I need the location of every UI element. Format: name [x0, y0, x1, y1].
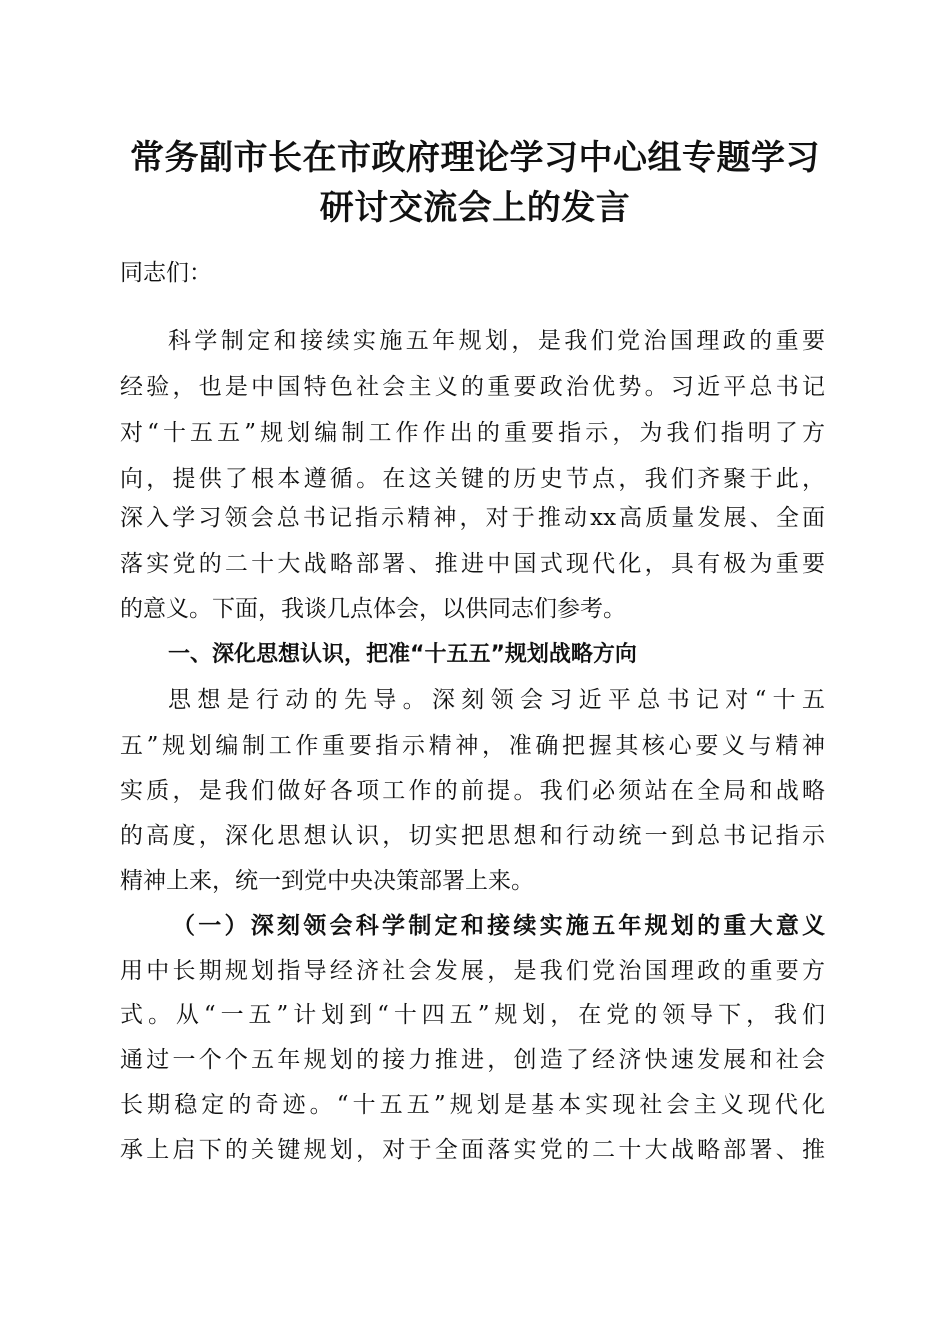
paragraph-3-line: 式。从“一五”计划到“十四五”规划，在党的领导下，我们 — [120, 1002, 825, 1028]
paragraph-1-line: 经验，也是中国特色社会主义的重要政治优势。习近平总书记 — [120, 374, 825, 400]
paragraph-2-line: 实质，是我们做好各项工作的前提。我们必须站在全局和战略 — [120, 778, 825, 804]
paragraph-3-line: 长期稳定的奇迹。“十五五”规划是基本实现社会主义现代化 — [120, 1092, 825, 1118]
paragraph-2-line: 五”规划编制工作重要指示精神，准确把握其核心要义与精神 — [120, 733, 825, 759]
paragraph-2-line: 思想是行动的先导。深刻领会习近平总书记对“十五 — [168, 687, 825, 713]
salutation: 同志们： — [120, 260, 212, 286]
section-1-heading: 一、深化思想认识，把准“十五五”规划战略方向 — [168, 642, 637, 667]
paragraph-2-line: 精神上来，统一到党中央决策部署上来。 — [120, 868, 534, 894]
paragraph-1-line: 对“十五五”规划编制工作作出的重要指示，为我们指明了方 — [120, 420, 825, 446]
paragraph-3-line: 承上启下的关键规划，对于全面落实党的二十大战略部署、推 — [120, 1137, 825, 1163]
paragraph-3-line: 通过一个个五年规划的接力推进，创造了经济快速发展和社会 — [120, 1047, 825, 1073]
paragraph-1-line: 落实党的二十大战略部署、推进中国式现代化，具有极为重要 — [120, 551, 825, 577]
paragraph-1-line: 科学制定和接续实施五年规划，是我们党治国理政的重要 — [168, 328, 825, 354]
paragraph-1-line: 的意义。下面，我谈几点体会，以供同志们参考。 — [120, 596, 626, 622]
document-title-line-1: 常务副市长在市政府理论学习中心组专题学习 — [130, 138, 820, 178]
paragraph-2-line: 的高度，深化思想认识，切实把思想和行动统一到总书记指示 — [120, 823, 825, 849]
document-title-line-2: 研讨交流会上的发言 — [319, 188, 631, 228]
paragraph-1-line: 向，提供了根本遵循。在这关键的历史节点，我们齐聚于此， — [120, 466, 825, 492]
paragraph-1-line: 深入学习领会总书记指示精神，对于推动xx高质量发展、全面 — [120, 505, 825, 531]
paragraph-3-line: 用中长期规划指导经济社会发展，是我们党治国理政的重要方 — [120, 958, 825, 984]
subsection-1-heading: （一）深刻领会科学制定和接续实施五年规划的重大意义 — [172, 912, 825, 939]
